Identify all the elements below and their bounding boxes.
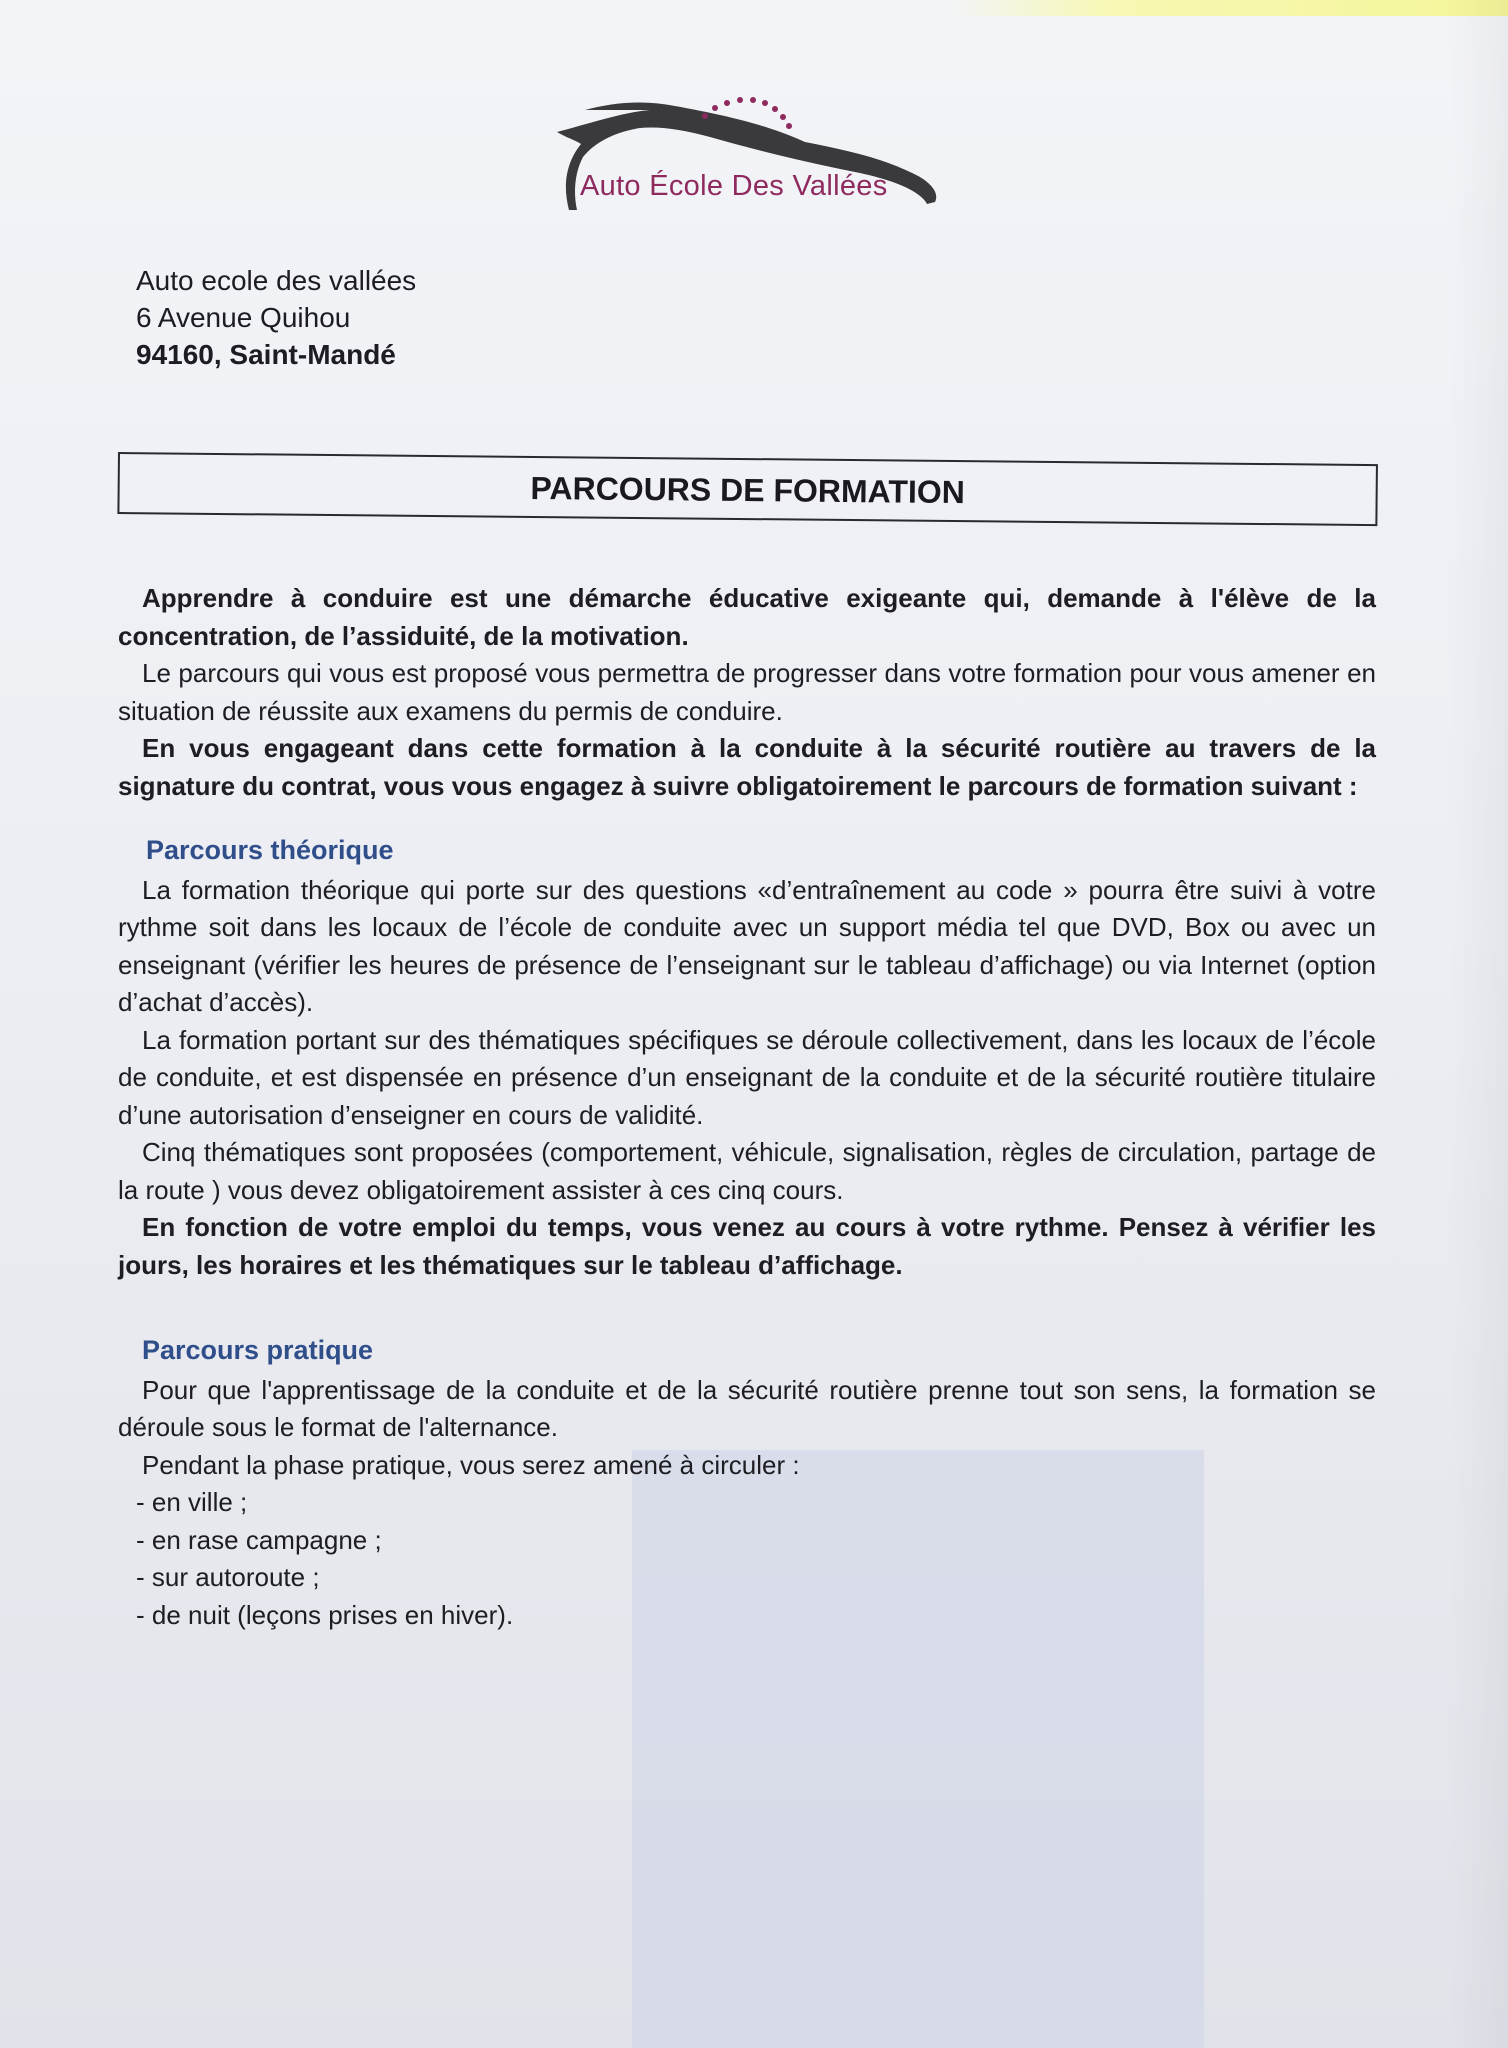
list-item: - de nuit (leçons prises en hiver). bbox=[136, 1599, 514, 1630]
document-body bbox=[118, 580, 1376, 1634]
title-box bbox=[117, 452, 1378, 526]
logo-brand-name: Auto École Des Vallées bbox=[580, 170, 888, 202]
practice-list bbox=[118, 1484, 1376, 1634]
list-item: - en ville ; bbox=[136, 1487, 248, 1517]
page-shadow bbox=[1448, 0, 1508, 2048]
practice-paragraph-2: Pendant la phase pratique, vous serez amené à circuler : bbox=[142, 1449, 800, 1480]
theory-paragraph-2: La formation portant sur des thématiques spécifiques se déroule collectivement, dans les locaux de l’école de conduite, et est dispensée en présence d’un enseignant de la conduite et de la sécurité routière titulaire d’une autorisation d’enseigner en cours de validité. bbox=[118, 1024, 1376, 1130]
practice-paragraph-1: Pour que l'apprentissage de la conduite et de la sécurité routière prenne tout son sens, la formation se déroule sous le format de l'alternance. bbox=[118, 1374, 1376, 1442]
intro-paragraph-2: Le parcours qui vous est proposé vous permettra de progresser dans votre formation pour vous amener en situation de réussite aux examens du permis de conduire. bbox=[118, 658, 1376, 726]
section-heading-theory: Parcours théorique bbox=[146, 835, 394, 865]
theory-paragraph-4: En fonction de votre emploi du temps, vous venez au cours à votre rythme. Pensez à vérifier les jours, les horaires et les thématiques sur le tableau d’affichage. bbox=[118, 1212, 1376, 1280]
theory-paragraph-3: Cinq thématiques sont proposées (comportement, véhicule, signalisation, règles de circulation, partage de la route ) vous devez obligatoirement assister à ces cinq cours. bbox=[118, 1137, 1376, 1205]
theory-paragraph-1: La formation théorique qui porte sur des questions «d’entraînement au code » pourra être suivi à votre rythme soit dans les locaux de l’école de conduite avec un support média tel que DVD, Box ou avec un enseignant (vérifier les heures de présence de l’enseignant sur le tableau d’affichage) ou via Internet (option d’achat d’accès). bbox=[118, 874, 1376, 1017]
list-item: - sur autoroute ; bbox=[136, 1562, 320, 1592]
intro-paragraph-3: En vous engageant dans cette formation à la conduite à la sécurité routière au travers de la signature du contrat, vous vous engagez à suivre obligatoirement le parcours de formation suivant : bbox=[118, 733, 1376, 801]
address-line-street: 6 Avenue Quihou bbox=[136, 302, 351, 333]
address-line-city: 94160, Saint-Mandé bbox=[136, 339, 396, 370]
list-item: - en rase campagne ; bbox=[136, 1524, 382, 1555]
yellow-sheet-edge bbox=[948, 0, 1508, 16]
sender-address bbox=[136, 262, 416, 373]
section-heading-practice: Parcours pratique bbox=[142, 1335, 374, 1365]
page-title: PARCOURS DE FORMATION bbox=[530, 469, 965, 511]
intro-paragraph-1: Apprendre à conduire est une démarche éducative exigeante qui, demande à l'élève de la concentration, de l’assiduité, de la motivation. bbox=[118, 583, 1376, 651]
address-line-name: Auto ecole des vallées bbox=[136, 265, 417, 296]
